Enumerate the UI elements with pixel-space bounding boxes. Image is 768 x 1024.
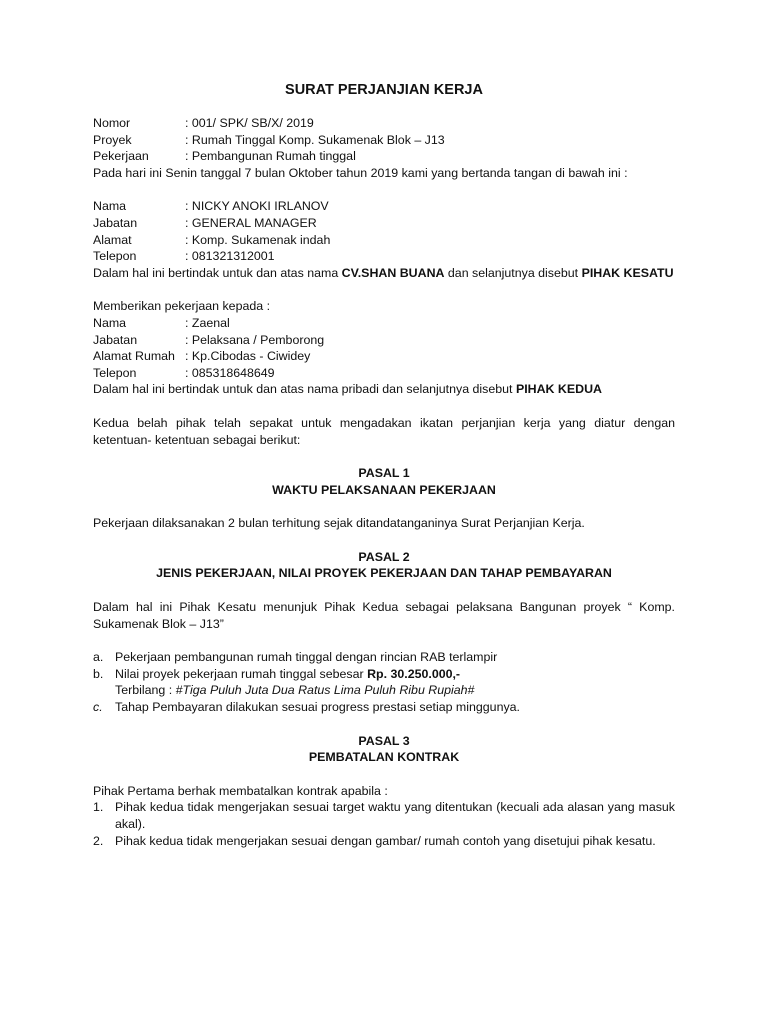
pihak-kedua: PIHAK KEDUA bbox=[515, 382, 602, 397]
party2-telepon-row bbox=[93, 365, 675, 382]
party1-jabatan-label: Jabatan bbox=[93, 215, 138, 230]
list-marker: 1. bbox=[93, 800, 104, 815]
item-b-text: Nilai proyek pekerjaan rumah tinggal sebesar Rp. 30.250.000,- bbox=[115, 666, 461, 681]
list-item bbox=[93, 833, 675, 850]
party2-nama-label: Nama bbox=[93, 315, 127, 330]
nomor-label: Nomor bbox=[93, 116, 131, 130]
party2-intro: Memberikan pekerjaan kepada : bbox=[93, 299, 271, 314]
party1-statement: Dalam hal ini bertindak untuk dan atas nama CV.SHAN BUANA dan selanjutnya disebut PIHAK KESATU bbox=[93, 265, 674, 280]
pasal1-number: PASAL 1 bbox=[358, 466, 410, 481]
pekerjaan-label: Pekerjaan bbox=[93, 149, 149, 164]
party2-telepon-label: Telepon bbox=[93, 365, 137, 380]
company-name: CV.SHAN BUANA bbox=[341, 265, 445, 280]
list-item bbox=[93, 799, 675, 832]
document-content bbox=[93, 81, 675, 849]
party1-nama-row bbox=[93, 198, 675, 215]
pasal1-body: Pekerjaan dilaksanakan 2 bulan terhitung sejak ditandatanganinya Surat Perjanjian Kerja. bbox=[93, 516, 585, 531]
terbilang-value: #Tiga Puluh Juta Dua Ratus Lima Puluh Ribu Rupiah# bbox=[175, 683, 475, 698]
pasal3-heading: PEMBATALAN KONTRAK bbox=[308, 750, 460, 765]
party2-alamat-value: : Kp.Cibodas - Ciwidey bbox=[185, 349, 311, 364]
nomor-value: : 001/ SPK/ SB/X/ 2019 bbox=[185, 116, 314, 130]
list-item bbox=[93, 699, 675, 716]
party2-jabatan-value: : Pelaksana / Pemborong bbox=[185, 332, 325, 347]
pekerjaan-value: : Pembangunan Rumah tinggal bbox=[185, 149, 356, 164]
item-1-text: Pihak kedua tidak mengerjakan sesuai target waktu yang ditentukan (kecuali ada alasan yang masuk akal). bbox=[115, 800, 675, 831]
party1-nama-value: : NICKY ANOKI IRLANOV bbox=[185, 199, 329, 214]
party1-telepon-row bbox=[93, 248, 675, 265]
party1-telepon-value: : 081321312001 bbox=[185, 249, 275, 264]
party1-jabatan-row bbox=[93, 215, 675, 232]
list-marker: c. bbox=[93, 700, 103, 715]
party1-alamat-label: Alamat bbox=[93, 232, 132, 247]
party2-alamat-row bbox=[93, 348, 675, 365]
party1-telepon-label: Telepon bbox=[93, 249, 137, 264]
party2-telepon-value: : 085318648649 bbox=[185, 365, 275, 380]
pekerjaan-row bbox=[93, 148, 675, 165]
party1-jabatan-value: : GENERAL MANAGER bbox=[185, 215, 317, 230]
party2-jabatan-row bbox=[93, 332, 675, 349]
proyek-value: : Rumah Tinggal Komp. Sukamenak Blok – J13 bbox=[185, 132, 445, 147]
party1-alamat-row bbox=[93, 232, 675, 249]
party2-nama-row bbox=[93, 315, 675, 332]
list-marker: b. bbox=[93, 666, 104, 681]
terbilang-line: Terbilang : #Tiga Puluh Juta Dua Ratus Lima Puluh Ribu Rupiah# bbox=[115, 683, 475, 698]
pihak-kesatu: PIHAK KESATU bbox=[581, 265, 674, 280]
list-item bbox=[93, 649, 675, 666]
proyek-label: Proyek bbox=[93, 132, 132, 147]
party2-alamat-label: Alamat Rumah bbox=[93, 349, 175, 364]
pasal2-heading: JENIS PEKERJAAN, NILAI PROYEK PEKERJAAN DAN TAHAP PEMBAYARAN bbox=[156, 566, 612, 581]
list-marker: a. bbox=[93, 650, 104, 665]
party1-nama-label: Nama bbox=[93, 199, 127, 214]
pasal3-intro: Pihak Pertama berhak membatalkan kontrak apabila : bbox=[93, 783, 388, 798]
intro-text: Pada hari ini Senin tanggal 7 bulan Oktober tahun 2019 kami yang bertanda tangan di bawah ini : bbox=[93, 165, 628, 180]
party2-nama-value: : Zaenal bbox=[185, 315, 230, 330]
pasal1-heading: WAKTU PELAKSANAAN PEKERJAAN bbox=[272, 482, 496, 497]
party2-statement: Dalam hal ini bertindak untuk dan atas nama pribadi dan selanjutnya disebut PIHAK KEDUA bbox=[93, 382, 602, 397]
proyek-row bbox=[93, 132, 675, 149]
nomor-row bbox=[93, 115, 675, 132]
project-value: Rp. 30.250.000,- bbox=[367, 666, 461, 681]
pasal3-number: PASAL 3 bbox=[358, 733, 410, 748]
party1-alamat-value: : Komp. Sukamenak indah bbox=[185, 232, 331, 247]
pasal2-number: PASAL 2 bbox=[358, 549, 410, 564]
item-a-text: Pekerjaan pembangunan rumah tinggal dengan rincian RAB terlampir bbox=[115, 650, 498, 665]
list-item bbox=[93, 666, 675, 683]
item-c-text: Tahap Pembayaran dilakukan sesuai progress prestasi setiap minggunya. bbox=[115, 700, 520, 715]
list-marker: 2. bbox=[93, 833, 104, 848]
item-2-text: Pihak kedua tidak mengerjakan sesuai dengan gambar/ rumah contoh yang disetujui pihak kesatu. bbox=[115, 833, 656, 848]
party2-jabatan-label: Jabatan bbox=[93, 332, 138, 347]
document-title: SURAT PERJANJIAN KERJA bbox=[285, 82, 483, 98]
pasal2-body: Dalam hal ini Pihak Kesatu menunjuk Pihak Kedua sebagai pelaksana Bangunan proyek “ Komp. Sukamenak Blok – J13” bbox=[93, 600, 675, 631]
agreement-paragraph: Kedua belah pihak telah sepakat untuk mengadakan ikatan perjanjian kerja yang diatur dengan ketentuan- ketentuan sebagai berikut: bbox=[93, 415, 675, 447]
